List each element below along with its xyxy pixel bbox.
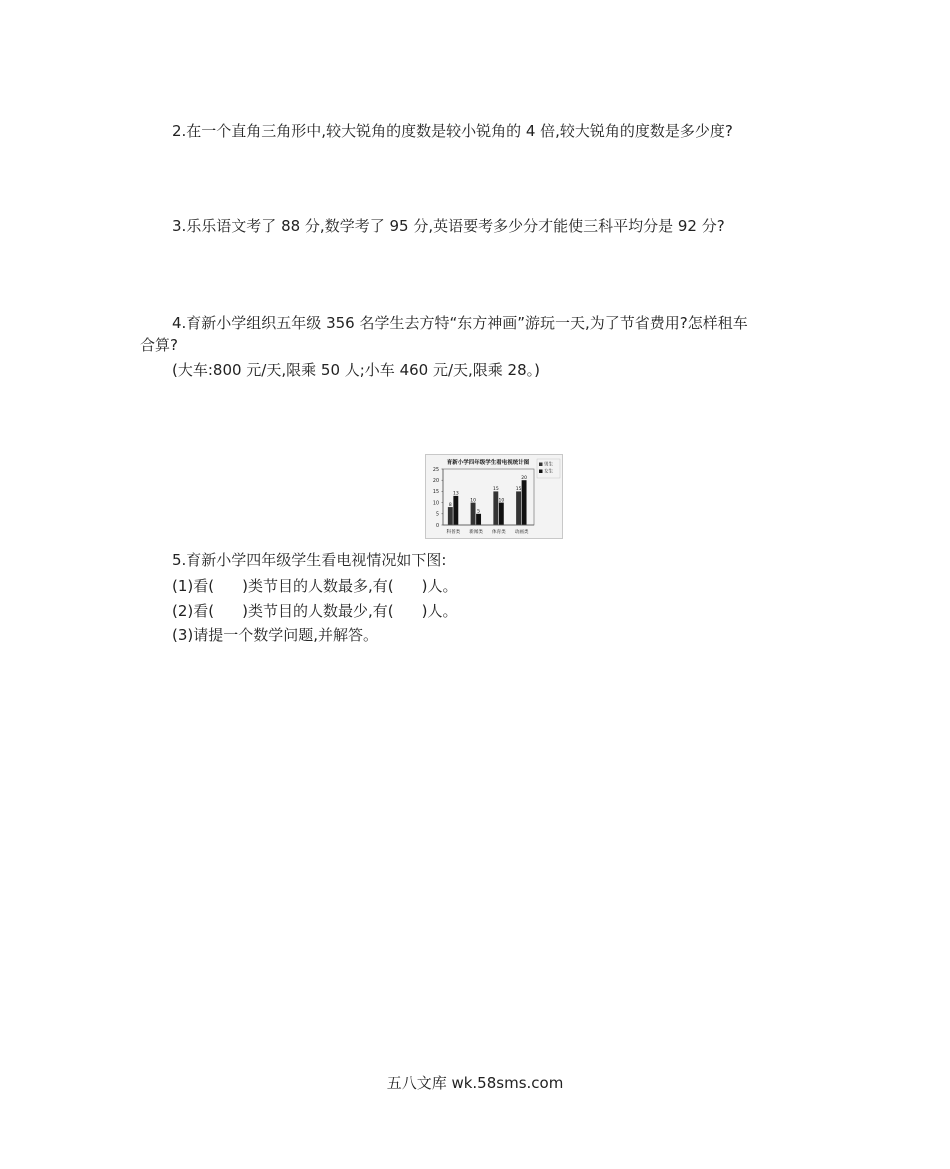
bar-girls-1 (476, 514, 481, 525)
bar-data-label: 13 (452, 491, 459, 497)
x-category-label: 动画类 (514, 530, 529, 535)
question-3: 3.乐乐语文考了 88 分,数学考了 95 分,英语要考多少分才能使三科平均分是 92 分? (172, 217, 725, 235)
chart-title: 育新小学四年级学生看电视统计图 (446, 460, 530, 466)
bar-boys-3 (516, 491, 521, 525)
bar-girls-3 (522, 480, 527, 525)
y-tick-label: 5 (435, 512, 439, 518)
bar-data-label: 15 (492, 487, 499, 493)
question-5-part-3: (3)请提一个数学问题,并解答。 (172, 626, 379, 644)
question-4-note: (大车:800 元/天,限乘 50 人;小车 460 元/天,限乘 28。) (172, 361, 540, 379)
y-tick-label: 10 (432, 501, 439, 507)
tv-bar-chart (425, 454, 563, 539)
y-tick-label: 25 (432, 467, 439, 473)
x-category-label: 体育类 (491, 530, 506, 535)
y-tick-label: 20 (432, 479, 439, 484)
question-5-part-2 (172, 601, 457, 621)
footer-watermark: 五八文库 wk.58sms.com (386, 1074, 564, 1092)
x-category-label: 科普类 (446, 530, 461, 535)
part-1-text-b: )类节目的人数最多,有( (242, 577, 394, 595)
y-tick-label: 15 (432, 490, 439, 496)
x-category-label: 新闻类 (469, 530, 484, 535)
bar-data-label: 20 (521, 475, 527, 481)
bar-data-label: 15 (515, 487, 522, 493)
legend-label: 男生 (544, 462, 553, 468)
legend-label: 女生 (544, 469, 553, 475)
legend-swatch (539, 463, 543, 467)
question-4-line-2: 合算? (140, 336, 178, 354)
part-2-text-c: )人。 (421, 602, 458, 620)
bar-boys-0 (448, 507, 453, 525)
bar-girls-0 (453, 496, 458, 525)
part-2-text-a: (2)看( (172, 602, 215, 620)
bar-boys-2 (493, 491, 498, 525)
bar-data-label: 8 (448, 502, 452, 508)
legend-swatch (539, 470, 543, 474)
bar-data-label: 10 (498, 498, 505, 504)
question-5-intro: 5.育新小学四年级学生看电视情况如下图: (172, 551, 447, 569)
question-5-part-1 (172, 576, 457, 596)
bar-boys-1 (471, 503, 476, 525)
bar-data-label: 5 (477, 509, 481, 515)
question-4-line-1: 4.育新小学组织五年级 356 名学生去方特“东方神画”游玩一天,为了节省费用?怎样租车 (172, 314, 748, 332)
bar-data-label: 10 (470, 498, 476, 504)
part-2-text-b: )类节目的人数最少,有( (242, 602, 394, 620)
y-tick-label: 0 (435, 523, 439, 529)
part-1-text-a: (1)看( (172, 577, 215, 595)
part-1-text-c: )人。 (421, 577, 458, 595)
question-2: 2.在一个直角三角形中,较大锐角的度数是较小锐角的 4 倍,较大锐角的度数是多少度? (172, 122, 733, 140)
bar-girls-2 (499, 503, 504, 525)
chart-canvas (426, 455, 562, 538)
